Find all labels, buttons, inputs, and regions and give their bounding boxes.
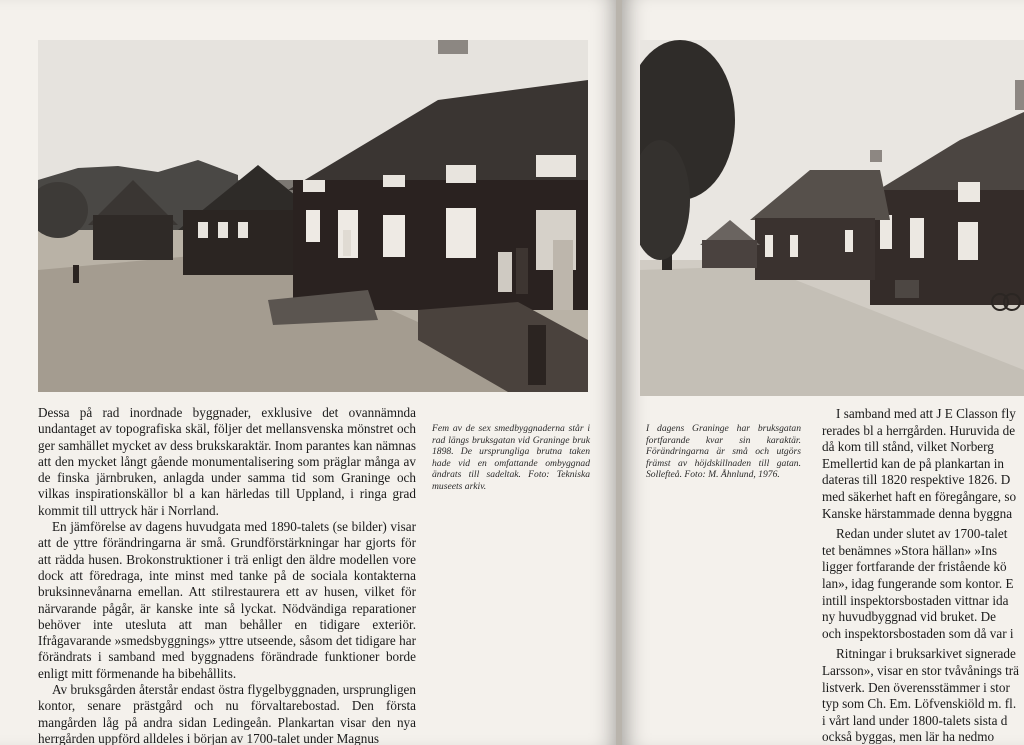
- body-line: Redan under slutet av 1700-talet: [836, 526, 1008, 542]
- body-line: Emellertid kan de på plankartan in: [822, 455, 1004, 471]
- historic-photo: [38, 40, 588, 392]
- body-line: ny huvudbyggnad vid bruket. De: [822, 609, 996, 625]
- body-paragraph: Dessa på rad inordnade byggnader, exklusive det ovannämnda undantaget av topografiska skäl, följer det mellansvenska mönstret och ger samhället mycket av dess brukskaraktär. Inom parantes kan nämnas att den mycket långt gående monumentalisering som präglar många av de finska järnbruken, anlagda under samma tid som Graninge och vilkas inspirationskällor bl a kan härledas till Uppland, i ringa grad kommit till uttryck här i Norrland.: [38, 405, 416, 518]
- body-text-right: [822, 406, 1024, 745]
- body-line: intill inspektorsbostaden vittnar ida: [822, 592, 1009, 608]
- body-line: I samband med att J E Classon fly: [836, 406, 1016, 421]
- body-line: ligger fortfarande der fristående kö: [822, 559, 1007, 575]
- body-text-left: [38, 405, 416, 745]
- body-line: rerades bl a herrgården. Huruvida de: [822, 422, 1016, 438]
- body-line: typ som Ch. Em. Löfvenskiöld m. fl.: [822, 696, 1017, 712]
- photo-street-1976: [640, 40, 1024, 396]
- body-line: och inspektorsbostaden som då var i: [822, 625, 1014, 641]
- body-paragraph: En jämförelse av dagens huvudgata med 1890-talets (se bilder) visar att de yttre förändringarna är små. Grundförstärkningar har gjorts för att rädda husen. Brokonstruktioner i trä enligt den äldre modellen vore dock att föredraga, inte minst med tanke på de sociala kontakterna bruksinnevånarna emellan. Att stilrestaurera ett av husen, vilket för närvarande pågår, är kanske inte så lyckat. Nödvändiga reparationer behöver inte utesluta att man behåller en tidigare exteriör. Ifrågavarande »smedsbyggnings» yttre utseende, såsom det tidigare har förändrats i samband med byggnadens förändrade funktioner borde enligt mitt förmenande ha bibehållits.: [38, 519, 416, 681]
- modern-photo: [640, 40, 1024, 396]
- body-line: dateras till 1820 respektive 1826. D: [822, 472, 1011, 488]
- body-line: med säkerhet haft en föregångare, so: [822, 488, 1017, 504]
- body-line: Kanske härstammade denna byggna: [822, 505, 1013, 521]
- photo-caption-right: I dagens Graninge har bruksgatan fortfarande kvar sin karaktär. Förändringarna är små och utgörs främst av höjdskillnaden till gatan. Sollefteå. Foto: M. Åhnlund, 1976.: [646, 423, 801, 481]
- body-line: listverk. Den överensstämmer i stor: [822, 679, 1010, 695]
- photo-street-1898: [38, 40, 588, 392]
- body-line: i vårt land under 1800-talets sista d: [822, 712, 1008, 728]
- body-line: lan», idag fungerande som kontor. E: [822, 575, 1014, 591]
- body-line: Ritningar i bruksarkivet signerade: [836, 646, 1016, 662]
- body-line: Larsson», visar en stor tvåvånings trä: [822, 662, 1020, 678]
- photo-caption-left: Fem av de sex smedbyggnaderna står i rad längs bruksgatan vid Graninge bruk 1898. De ursprungliga brutna taken hade vid en omfattande ombyggnad ändrats till sadeltak. Foto: Tekniska museets arkiv.: [432, 423, 590, 492]
- right-page: [622, 0, 1024, 745]
- body-line: då kom till stånd, vilket Norberg: [822, 439, 994, 455]
- body-line: också byggas, men lär ha nedmo: [822, 729, 995, 745]
- body-paragraph: Av bruksgården återstår endast östra flygelbyggnaden, ursprungligen kontor, senare prästgård och nu förvaltarebostad. Den första mangården låg på andra sidan Ledingeån. Plankartan visar den nya herrgården uppförd alldeles i början av 1700-talet under Magnus: [38, 682, 416, 745]
- body-line: tet benämnes »Stora hällan» »Ins: [822, 542, 998, 558]
